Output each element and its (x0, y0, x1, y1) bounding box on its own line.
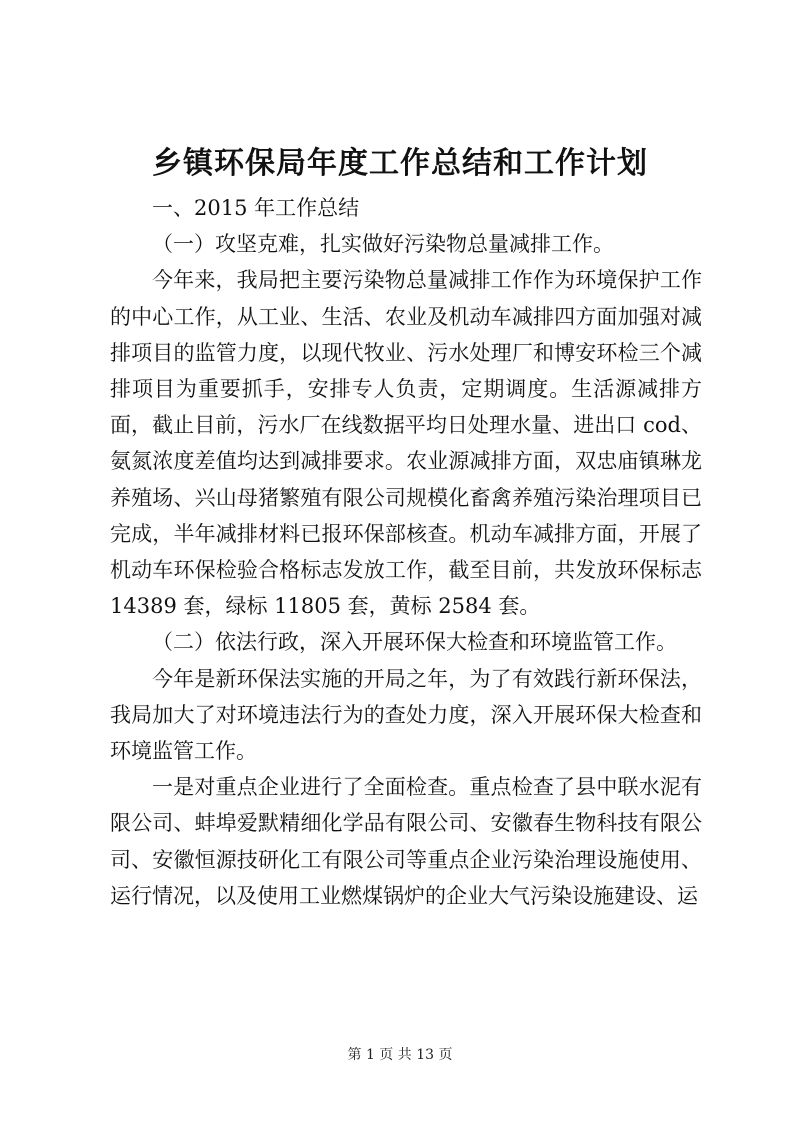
page-number-footer: 第 1 页 共 13 页 (347, 1047, 453, 1063)
paragraph-key-enterprise-inspection: 一是对重点企业进行了全面检查。重点检查了县中联水泥有限公司、蚌埠爱默精细化学品有限公司、安徽春生物科技有限公司、安徽恒源技研化工有限公司等重点企业污染治理设施使用、运行情况，以及使用工业燃煤锅炉的企业大气污染设施建设、运 (110, 775, 702, 908)
paragraph-new-environmental-law: 今年是新环保法实施的开局之年，为了有效践行新环保法，我局加大了对环境违法行为的查处力度，深入开展环保大检查和环境监管工作。 (110, 666, 702, 764)
document-body (110, 190, 702, 914)
paragraph-emission-reduction: 今年来，我局把主要污染物总量减排工作作为环境保护工作的中心工作，从工业、生活、农业及机动车减排四方面加强对减排项目的监管力度，以现代牧业、污水处理厂和博安环检三个减排项目为重要抓手，安排专人负责，定期调度。生活源减排方面，截止目前，污水厂在线数据平均日处理水量、进出口 cod、氨氮浓度差值均达到减排要求。农业源减排方面，双忠庙镇琳龙养殖场、兴山母猪繁殖有限公司规模化畜禽养殖污染治理项目已完成，半年减排材料已报环保部核查。机动车减排方面，开展了机动车环保检验合格标志发放工作，截至目前，共发放环保标志 14389 套，绿标 11805 套，黄标 2584 套。 (110, 268, 702, 619)
subsection-heading-law-enforcement: （二）依法行政，深入开展环保大检查和环境监管工作。 (152, 630, 677, 655)
section-heading-2015-summary: 一、2015 年工作总结 (152, 196, 360, 220)
document-title: 乡镇环保局年度工作总结和工作计划 (152, 146, 648, 181)
subsection-heading-emission-reduction: （一）攻坚克难，扎实做好污染物总量减排工作。 (152, 232, 614, 257)
